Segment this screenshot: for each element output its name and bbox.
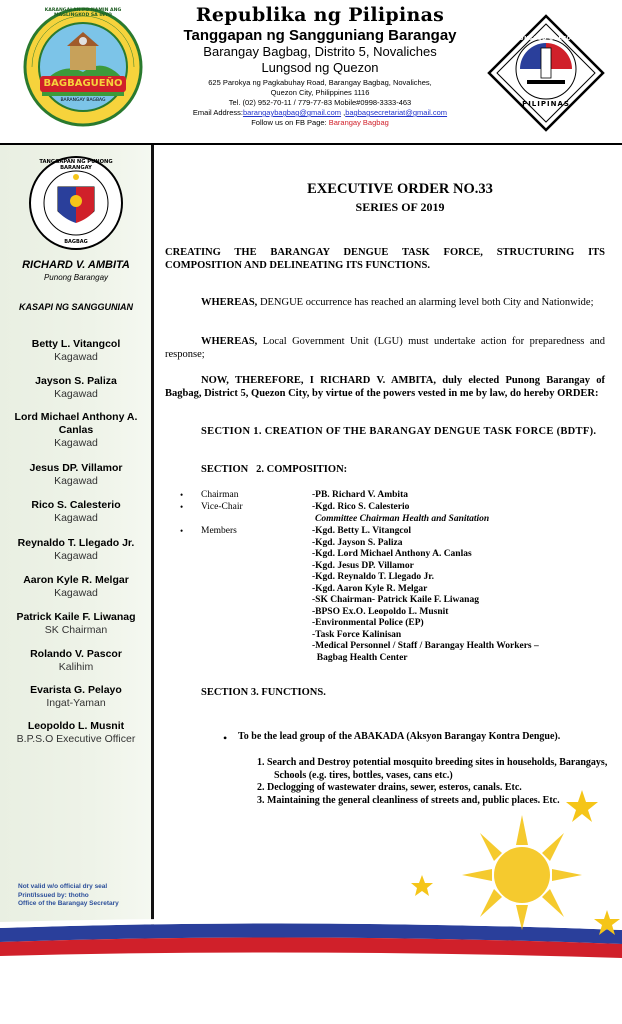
star-icon [592,908,622,938]
list-item: -Kgd. Betty L. Vitangcol [312,526,411,536]
list-item: -Kgd. Reynaldo T. Llegado Jr. [312,572,435,582]
member-name: Patrick Kaile F. Liwanag [16,611,136,623]
member-10 [0,684,152,710]
member-5 [0,499,152,525]
vicechair-label: Vice-Chair [201,502,243,512]
members-label: Members [201,526,237,536]
member-name: Jayson S. Paliza [35,375,117,387]
member-9 [0,648,152,674]
document-series: SERIES OF 2019 [355,200,445,214]
document-subject: CREATING THE BARANGAY DENGUE TASK FORCE, STRUCTURING ITS COMPOSITION AND DELINEATING ITS FUNCTIONS. [165,247,605,271]
member-11 [0,720,152,746]
whereas-1 [165,296,605,309]
bullet-members: • [180,526,184,536]
republic-title: Republika ng Pilipinas [195,4,445,26]
member-name: Leopoldo L. Musnit [27,720,125,732]
right-seal-bottom-text: PILIPINAS [522,100,570,108]
punong-barangay-seal [28,155,124,251]
right-seal [487,14,605,132]
captain-name: RICHARD V. AMBITA [22,259,130,271]
street-line: 625 Parokya ng Pagkabuhay Road, Barangay Bagbag, Novaliches, [208,78,432,87]
member-title: SK Chairman [44,624,108,636]
chairman-value: -PB. Richard V. Ambita [312,490,408,500]
document-title: EXECUTIVE ORDER NO.33 [307,181,493,197]
members-list [312,526,539,664]
member-title: Kagawad [54,512,98,524]
whereas-1-text: DENGUE occurrence has reached an alarming level both City and Nationwide; [257,297,594,308]
whereas-2-lead: WHEREAS, [201,336,258,347]
section-3: SECTION 3. FUNCTIONS. [201,687,326,698]
chairman-label: Chairman [201,490,239,500]
member-name: Lord Michael Anthony A. Canlas [14,411,138,436]
email-line [150,108,490,118]
list-item: 2. Declogging of wastewater drains, sewer, esteros, canals. Etc. [257,782,522,793]
member-title: Kagawad [54,437,98,449]
bullet-function: • [223,731,228,745]
fb-page-link[interactable]: Barangay Bagbag [328,118,389,127]
member-name: Rolando V. Pascor [30,648,122,660]
list-item: -Task Force Kalinisan [312,629,402,640]
member-8 [0,611,152,637]
list-item: -Kgd. Aaron Kyle R. Melgar [312,583,428,594]
member-name: Reynaldo T. Llegado Jr. [17,537,135,549]
member-7 [0,574,152,600]
function-lead: To be the lead group of the ABAKADA (Aksyon Barangay Kontra Dengue). [238,731,561,742]
member-title: Kagawad [54,587,98,599]
street-line-2: Quezon City, Philippines 1116 [270,88,370,97]
member-title: Kagawad [54,550,98,562]
member-title: Kagawad [54,475,98,487]
member-3 [6,411,146,450]
list-item: -Kgd. Jayson S. Paliza [312,537,403,548]
vicechair-note: Committee Chairman Health and Sanitation [315,514,490,524]
whereas-2-text: Local Government Unit (LGU) must undertake action for preparedness and response; [165,336,605,360]
list-item: -Environmental Police (EP) [312,618,424,628]
member-1 [0,338,152,364]
member-title: Ingat-Yaman [46,697,106,709]
bullet-vicechair: • [180,502,184,512]
member-4 [0,462,152,488]
list-item: Bagbag Health Center [312,652,408,663]
left-seal-top-text: KARANGALAN PO NAMIN ANG MAGLINGKOD SA INYO [44,8,122,18]
member-title: Kalihim [58,661,94,673]
fb-label: Follow us on FB Page: [251,118,329,127]
member-name: Betty L. Vitangcol [31,338,121,350]
member-title: Kagawad [54,388,98,400]
email-label: Email Address: [192,108,243,117]
council-heading: KASAPI NG SANGGUNIAN [18,302,133,312]
left-seal-sub: BARANGAY BAGBAG [60,98,106,103]
right-seal-top-text: LUNGSOD QUEZON [516,36,576,42]
city-line: Lungsod ng Quezon [261,60,379,75]
section-2: SECTION 2. COMPOSITION: [201,464,348,475]
quezon-city-seal-icon [487,14,605,132]
now-therefore: NOW, THEREFORE, I RICHARD V. AMBITA, duly elected Punong Barangay of Bagbag, District 5, Quezon City, by virtue of the powers vested in me by law, do hereby ORDER: [165,375,605,399]
section-1: SECTION 1. CREATION OF THE BARANGAY DENGUE TASK FORCE (BDTF). [201,426,597,437]
telephone-line: Tel. (02) 952-70-11 / 779-77-83 Mobile#0998-3333-463 [228,98,412,107]
email-sep: , [341,108,346,117]
header-block [150,0,490,128]
footnote-line-1: Not valid w/o official dry seal [18,883,108,890]
email-link-2[interactable]: bagbagsecretariat@gmail.com [345,108,448,117]
bullet-chairman: • [180,490,184,500]
member-name: Rico S. Calesterio [31,499,121,511]
office-title: Tanggapan ng Sangguniang Barangay [183,27,457,44]
member-name: Evarista G. Pelayo [30,684,122,696]
email-link-1[interactable]: barangaybagbag@gmail.com [242,108,342,117]
list-item: -SK Chairman- Patrick Kaile F. Liwanag [312,595,479,605]
whereas-2 [165,335,605,361]
seal-top-text: TANGGAPAN NG PUNONG BARANGAY [39,159,113,171]
list-item: -Kgd. Lord Michael Anthony A. Canlas [312,549,472,559]
barangay-seal-icon [22,6,144,128]
fb-line [150,118,490,128]
footnote-line-2: Print/Issued by: thotho [18,891,89,899]
address-line: Barangay Bagbag, Distrito 5, Novaliches [203,44,437,59]
member-title: B.P.S.O Executive Officer [16,733,136,745]
list-item: 3. Maintaining the general cleanliness of streets and, public places. Etc. [257,794,560,806]
whereas-1-lead: WHEREAS, [201,297,258,308]
list-item: -Kgd. Jesus DP. Villamor [312,560,414,571]
left-seal-banner: BAGBAGUEÑO [43,78,123,89]
member-title: Kagawad [54,351,98,363]
seal-bottom-text: BAGBAG [64,239,88,245]
list-item: -BPSO Ex.O. Leopoldo L. Musnit [312,606,449,617]
function-list [257,757,609,807]
member-6 [0,537,152,563]
footnote-line-3: Office of the Barangay Secretary [18,900,119,907]
member-2 [0,375,152,401]
list-item: 1. Search and Destroy potential mosquito breeding sites in households, Barangays, Schools (e.g. tires, bottles, vases, cans etc.) [257,757,608,781]
member-name: Aaron Kyle R. Melgar [23,574,129,586]
member-name: Jesus DP. Villamor [29,462,123,474]
captain-title: Punong Barangay [43,273,109,282]
left-seal [22,6,144,128]
list-item: -Medical Personnel / Staff / Barangay Health Workers – [312,641,539,651]
vicechair-value: -Kgd. Rico S. Calesterio [312,502,410,512]
